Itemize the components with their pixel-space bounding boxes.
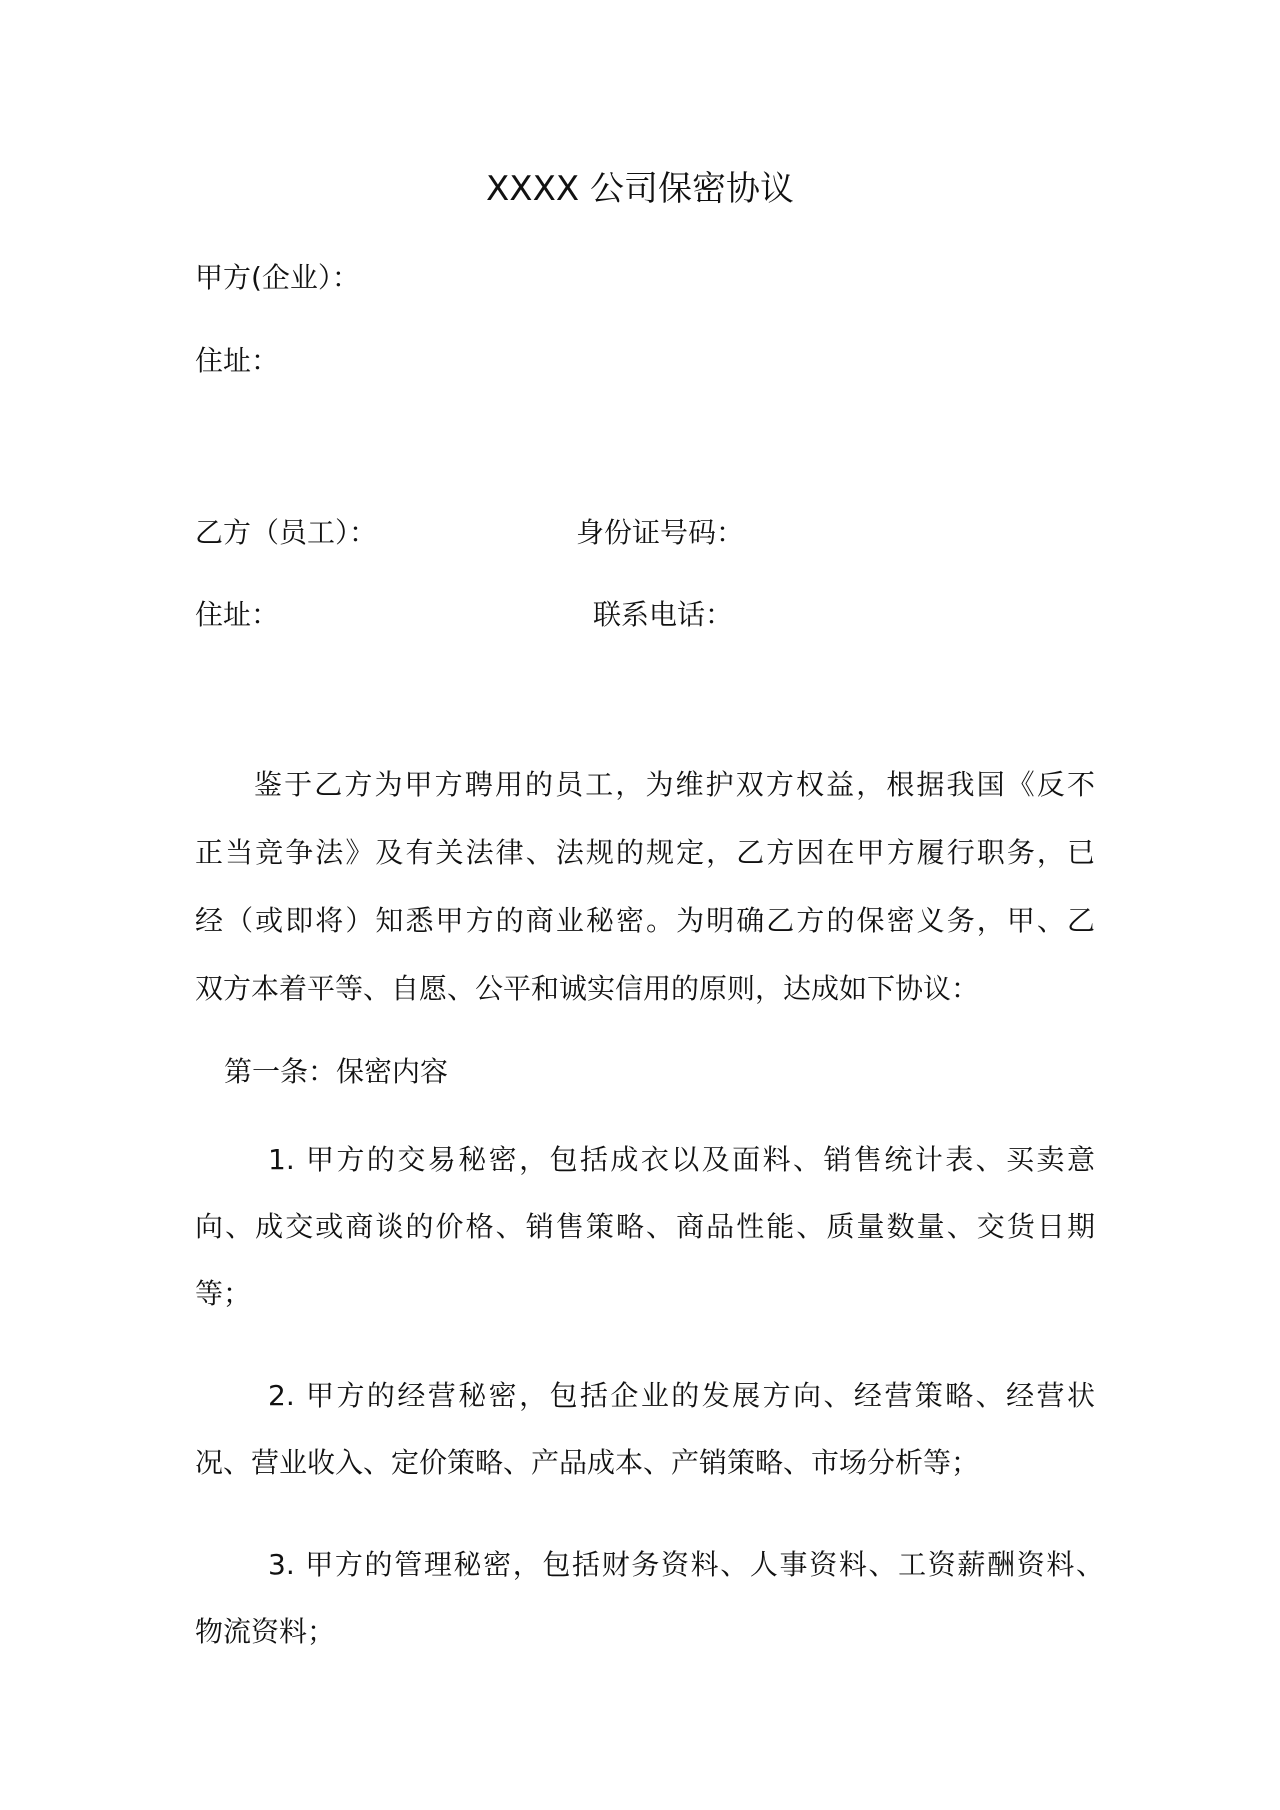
document-title: XXXX 公司保密协议 <box>486 169 794 209</box>
preamble-line: 经（或即将）知悉甲方的商业秘密。为明确乙方的保密义务，甲、乙 <box>195 904 1095 937</box>
party-b-phone-label: 联系电话： <box>593 598 734 631</box>
article-1-item-1-line: 等； <box>195 1277 252 1310</box>
preamble-line: 双方本着平等、自愿、公平和诚实信用的原则，达成如下协议： <box>195 972 980 1005</box>
article-1-item-2-line: 况、营业收入、定价策略、产品成本、产销策略、市场分析等； <box>195 1446 980 1479</box>
article-1-heading: 第一条：保密内容 <box>224 1055 449 1088</box>
preamble-line: 正当竞争法》及有关法律、法规的规定，乙方因在甲方履行职务，已 <box>195 836 1095 869</box>
article-1-item-2-line: 2. 甲方的经营秘密，包括企业的发展方向、经营策略、经营状 <box>268 1379 1095 1412</box>
party-a-address-label: 住址： <box>195 344 280 377</box>
party-b-id-label: 身份证号码： <box>576 516 745 549</box>
party-a-label: 甲方(企业）： <box>195 261 360 294</box>
party-b-address-label: 住址： <box>195 598 280 631</box>
preamble-line: 鉴于乙方为甲方聘用的员工，为维护双方权益，根据我国《反不 <box>254 768 1095 801</box>
article-1-item-3-line: 物流资料； <box>195 1615 336 1648</box>
party-b-label: 乙方（员工）： <box>195 516 378 549</box>
article-1-item-1-line: 1. 甲方的交易秘密，包括成衣以及面料、销售统计表、买卖意 <box>268 1143 1095 1176</box>
article-1-item-1-line: 向、成交或商谈的价格、销售策略、商品性能、质量数量、交货日期 <box>195 1210 1095 1243</box>
article-1-item-3-line: 3. 甲方的管理秘密，包括财务资料、人事资料、工资薪酬资料、 <box>268 1548 1104 1581</box>
